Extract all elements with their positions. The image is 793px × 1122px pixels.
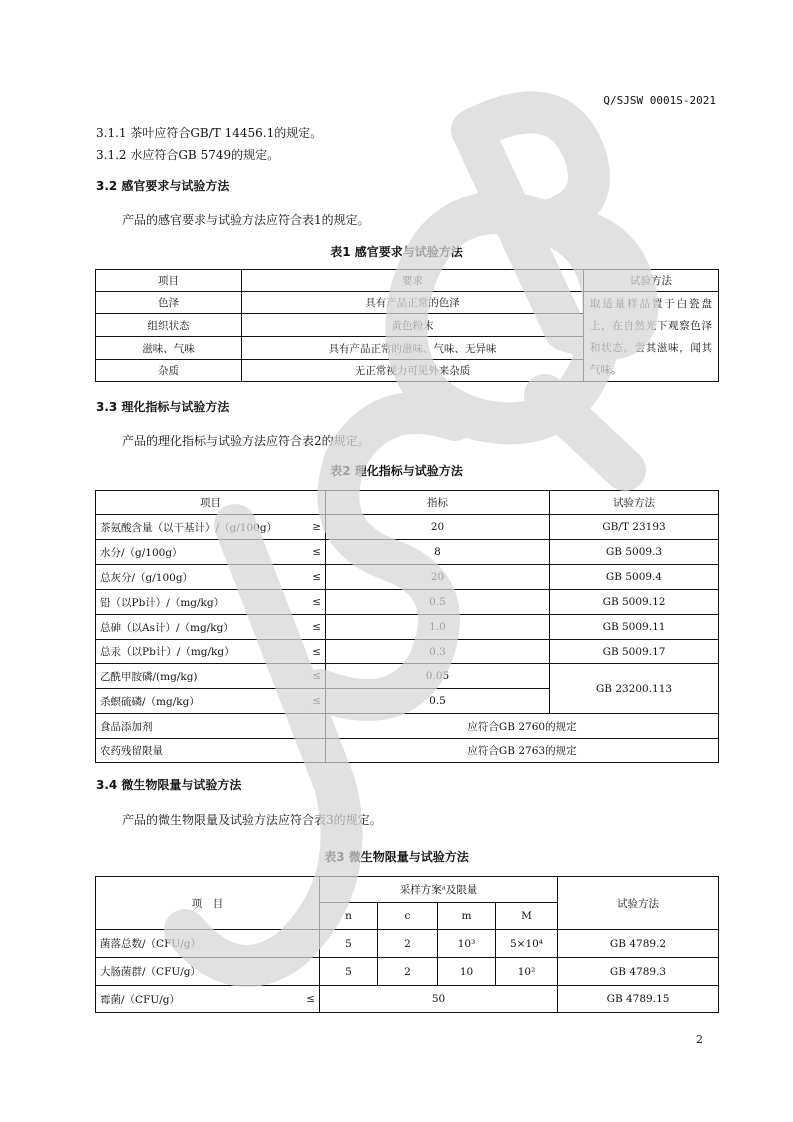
table3-row-mold-method: GB 4789.15 xyxy=(558,986,719,1013)
table2-row-fenitrothion-value: 0.5 xyxy=(326,689,550,714)
section-3-3-heading: 3.3 理化指标与试验方法 xyxy=(96,400,230,414)
table2-header-method: 试验方法 xyxy=(550,491,719,515)
table2-row-residue-req: 应符合GB 2763的规定 xyxy=(326,739,719,763)
table3-sub-c: c xyxy=(378,903,438,930)
section-3-4-text: 产品的微生物限量及试验方法应符合表3的规定。 xyxy=(122,813,382,827)
table3-row-mold-item: 霉菌/（CFU/g） xyxy=(100,993,180,1006)
table2-caption: 表2 理化指标与试验方法 xyxy=(330,464,463,478)
table2-physchem xyxy=(95,490,719,763)
section-3-2-heading: 3.2 感官要求与试验方法 xyxy=(96,179,230,193)
table2-row-ash-method: GB 5009.4 xyxy=(550,565,719,590)
table3-header-item: 项 目 xyxy=(96,877,320,930)
table2-row-arsenic-op: ≤ xyxy=(312,621,321,633)
table2-row-theanine-value: 20 xyxy=(326,515,550,540)
table3-row-coliform-method: GB 4789.3 xyxy=(558,958,719,986)
table2-row-moisture-item: 水分/（g/100g） xyxy=(100,546,183,559)
table1-method-cell: 取适量样品置于白瓷盘上，在自然光下观察色泽和状态。尝其滋味，闻其气味。 xyxy=(584,292,719,382)
table2-row-mercury-value: 0.3 xyxy=(326,640,550,664)
table2-row-mercury-item: 总汞（以Pb计）/（mg/kg） xyxy=(100,646,235,658)
table3-row-coliform-item: 大肠菌群/（CFU/g） xyxy=(96,958,320,986)
table2-row-acephate-op: ≤ xyxy=(312,670,321,682)
table3-row-coliform-n: 5 xyxy=(320,958,378,986)
table2-row-theanine-op: ≥ xyxy=(312,521,321,533)
table2-row-mercury-op: ≤ xyxy=(312,645,321,658)
table2-row-theanine-item: 茶氨酸含量（以干基计）/（g/100g） xyxy=(100,521,278,534)
table2-row-mercury-method: GB 5009.17 xyxy=(550,640,719,664)
table1-row-taste: 滋味、气味 xyxy=(96,337,242,360)
table1-header-requirement: 要求 xyxy=(242,270,584,292)
table2-row-arsenic-item: 总砷（以As计）/（mg/kg） xyxy=(100,621,234,634)
document-code: Q/SJSW 0001S-2021 xyxy=(603,94,716,107)
table3-microbial xyxy=(95,876,719,1013)
table2-row-ash-op: ≤ xyxy=(312,571,321,583)
table1-header-item: 项目 xyxy=(96,270,242,292)
clause-3-1-1: 3.1.1 茶叶应符合GB/T 14456.1的规定。 xyxy=(96,126,323,140)
table2-row-moisture-op: ≤ xyxy=(312,546,321,558)
table2-row-ash-item: 总灰分/（g/100g） xyxy=(100,571,194,584)
table2-row-lead-op: ≤ xyxy=(312,596,321,608)
table3-row-coliform-c: 2 xyxy=(378,958,438,986)
table2-row-additive-req: 应符合GB 2760的规定 xyxy=(326,714,719,739)
table3-row-mold-value: 50 xyxy=(320,986,558,1013)
clause-3-1-2: 3.1.2 水应符合GB 5749的规定。 xyxy=(96,148,280,162)
table3-row-coliform-M: 10² xyxy=(496,958,558,986)
table2-row-arsenic-value: 1.0 xyxy=(326,615,550,640)
table3-row-colony-c: 2 xyxy=(378,930,438,958)
table2-row-pesticide-method: GB 23200.113 xyxy=(550,664,719,714)
table2-row-residue-item: 农药残留限量 xyxy=(96,739,326,763)
table3-row-colony-item: 菌落总数/（CFU/g） xyxy=(96,930,320,958)
table2-row-lead-method: GB 5009.12 xyxy=(550,590,719,615)
table1-row-texture: 组织状态 xyxy=(96,314,242,337)
table1-header-method: 试验方法 xyxy=(584,270,719,292)
table1-row-color-req: 具有产品正常的色泽 xyxy=(242,292,584,314)
table1-row-impurity: 杂质 xyxy=(96,360,242,382)
table3-caption: 表3 微生物限量与试验方法 xyxy=(324,850,469,864)
table1-sensory xyxy=(95,269,719,382)
table1-caption: 表1 感官要求与试验方法 xyxy=(330,245,463,259)
table2-row-theanine-method: GB/T 23193 xyxy=(550,515,719,540)
table3-row-coliform-m: 10 xyxy=(438,958,496,986)
table2-row-lead-value: 0.5 xyxy=(326,590,550,615)
table2-row-additive-item: 食品添加剂 xyxy=(96,714,326,739)
table3-row-colony-m: 10³ xyxy=(438,930,496,958)
table2-row-fenitrothion-item: 杀螟硫磷/（mg/kg） xyxy=(100,695,200,708)
table3-row-colony-M: 5×10⁴ xyxy=(496,930,558,958)
table1-row-impurity-req: 无正常视力可见外来杂质 xyxy=(242,360,584,382)
page-number: 2 xyxy=(696,1033,703,1046)
table3-sub-m: m xyxy=(438,903,496,930)
table3-header-method: 试验方法 xyxy=(558,877,719,930)
section-3-3-text: 产品的理化指标与试验方法应符合表2的规定。 xyxy=(122,434,370,448)
table2-row-acephate-item: 乙酰甲胺磷/(mg/kg) xyxy=(100,670,198,683)
table1-row-texture-req: 黄色粉末 xyxy=(242,314,584,337)
table2-row-moisture-value: 8 xyxy=(326,540,550,565)
table2-row-fenitrothion-op: ≤ xyxy=(312,695,321,707)
table3-sub-M: M xyxy=(496,903,558,930)
section-3-2-text: 产品的感官要求与试验方法应符合表1的规定。 xyxy=(122,213,370,227)
table1-row-color: 色泽 xyxy=(96,292,242,314)
table2-row-arsenic-method: GB 5009.11 xyxy=(550,615,719,640)
table2-header-index: 指标 xyxy=(326,491,550,515)
table3-sub-n: n xyxy=(320,903,378,930)
table3-row-mold-op: ≤ xyxy=(306,993,315,1005)
table2-row-moisture-method: GB 5009.3 xyxy=(550,540,719,565)
table3-row-colony-n: 5 xyxy=(320,930,378,958)
table2-row-acephate-value: 0.05 xyxy=(326,664,550,689)
table1-row-taste-req: 具有产品正常的滋味、气味、无异味 xyxy=(242,337,584,360)
table3-header-plan: 采样方案ᵃ及限量 xyxy=(320,877,558,903)
table2-row-ash-value: 20 xyxy=(326,565,550,590)
table2-header-item: 项目 xyxy=(96,491,326,515)
table3-row-colony-method: GB 4789.2 xyxy=(558,930,719,958)
table2-row-lead-item: 铅（以Pb计）/（mg/kg） xyxy=(100,596,225,609)
section-3-4-heading: 3.4 微生物限量与试验方法 xyxy=(96,778,242,792)
